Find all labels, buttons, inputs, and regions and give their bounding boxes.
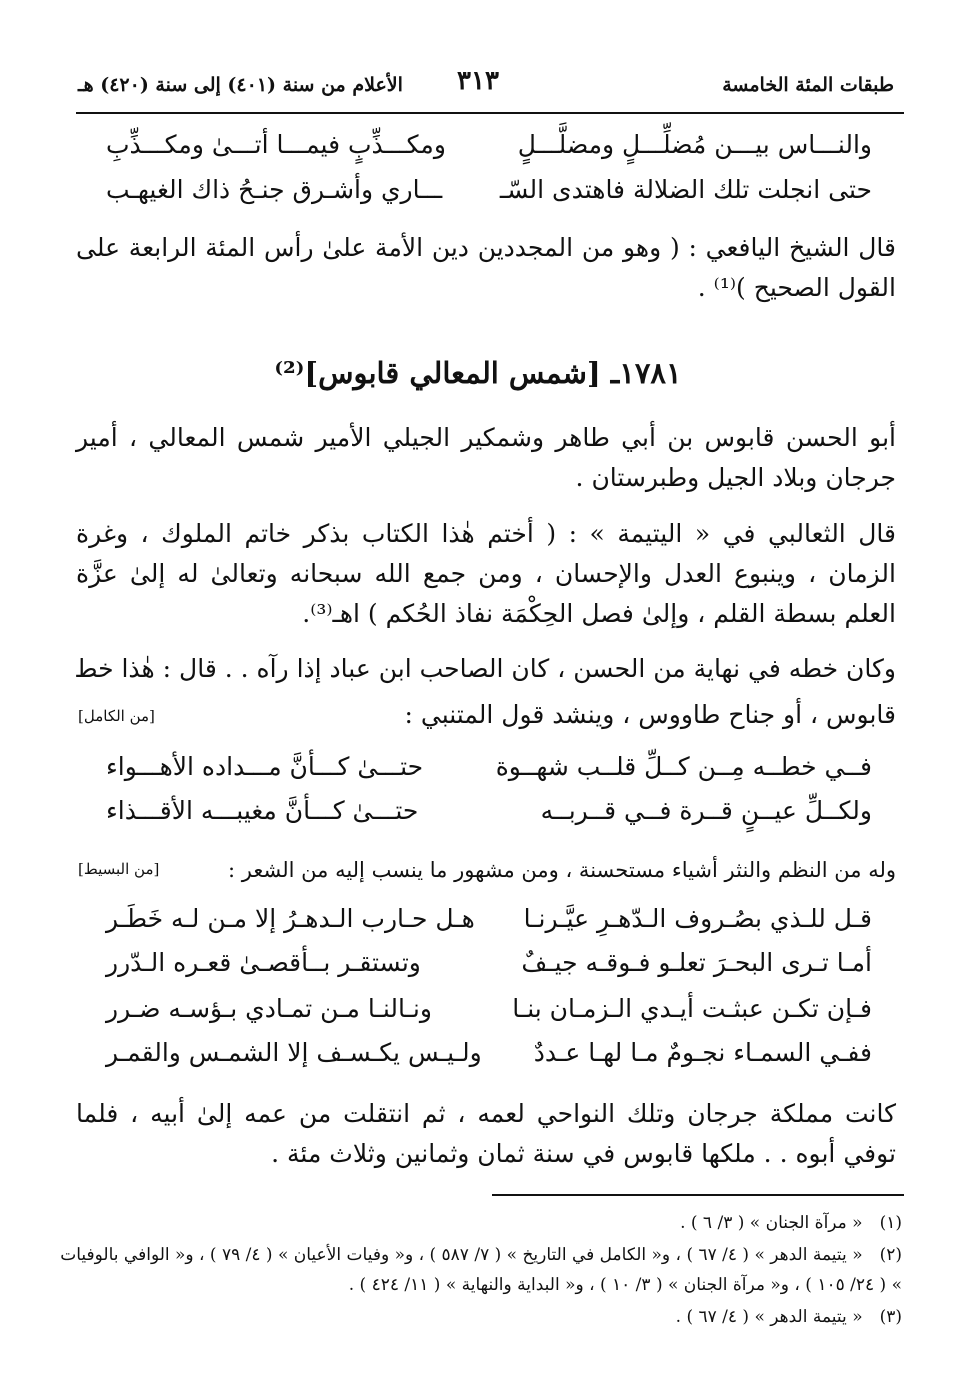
verse-hemistich: وتستقـر بــأقصـىٰ قعـره الـدّرر (106, 948, 421, 977)
verse-hemistich: فــي خطــه مِــن كــلِّ قلــب شهــوة (495, 752, 872, 781)
verse-hemistich: أمـا تـرى البحـرَ تعلـو فـوقـه جيـفٌ (521, 948, 872, 977)
footnote (60, 1208, 902, 1238)
running-header-years: الأعلام من سنة (٤٠١) إلى سنة (٤٢٠) هـ (78, 74, 403, 96)
handwriting-line: وكان خطه في نهاية من الحسن ، كان الصاحب ابن عباد إذا رآه . . قال : هٰذا خط (74, 654, 896, 683)
header-rule (76, 112, 904, 114)
yafii-quote-paragraph: قال الشيخ اليافعي : ( وهو من المجددين دين الأمة علىٰ رأس المئة الرابعة على القول الصحيح )⁽¹⁾ . (76, 233, 896, 302)
footnote-number: (٣) (879, 1307, 902, 1327)
page-number: ٣١٣ (457, 66, 499, 96)
footnote-text: « يتيمة الدهر » ( ٤/ ٦٧ ) ، و« الكامل في التاريخ » ( ٧/ ٥٨٧ ) ، و« وفيات الأعيان » ( ٤/ ٧٩ ) ، و« الوافي بالوفيات » ( ٢٤/ ١٠٥ ) ، و« مرآة الجنان » ( ٣/ ١٠ ) ، و« البداية والنهاية » ( ١١/ ٤٢٤ ) . (60, 1245, 902, 1295)
footnote-rule (492, 1194, 904, 1196)
verse-hemistich: حتـــىٰ كـــأنَّ مـــداده الأهـــواء (106, 752, 424, 781)
footnote-text: « مرآة الجنان » ( ٣/ ٦ ) . (680, 1213, 863, 1233)
verse-hemistich: ونـالنـا مـن تمـادي بـؤسـه ضـرر (106, 994, 432, 1023)
verse-hemistich: والنـــاس بيـــن مُضلِّـــلٍ ومضلَّـــلٍ (517, 130, 872, 159)
verse-hemistich: ومكـــذِّبٍ فيمـــا أتـــىٰ ومكـــذِّبِ (106, 130, 446, 159)
poetry-intro-line: وله من النظم والنثر أشياء مستحسنة ، ومن مشهور ما ينسب إليه من الشعر : (228, 858, 896, 882)
meter-label-basit: [من البسيط] (78, 860, 160, 878)
entry-title: ١٧٨١ـ [شمس المعالي قابوس]⁽²⁾ (274, 356, 682, 390)
footnote-text: « يتيمة الدهر » ( ٤/ ٦٧ ) . (675, 1307, 863, 1327)
handwriting-line: قابوس ، أو جناح طاووس ، وينشد قول المتنبي : (404, 700, 896, 729)
footnote-number: (٢) (879, 1245, 902, 1265)
verse-hemistich: ففـي السمـاء نجـومٌ مـا لهـا عـددٌ (533, 1038, 872, 1067)
thaalibi-quote-paragraph: قال الثعالبي في « اليتيمة » : ( أختم هٰذا الكتاب بذكر خاتم الملوك ، وغرة الزمان ، وينبوع العدل والإحسان ، ومن جمع الله سبحانه وتعالىٰ له إلىٰ عزَّة العلم بسطة القلم ، وإلىٰ فصل الحِكْمَة نفاذ الحُكم ) اهـ⁽³⁾. (76, 519, 896, 628)
verse-hemistich: ـــاري وأشـرق جنـحُ ذاك الغيهـب (106, 175, 443, 204)
footnote (60, 1302, 902, 1332)
verse-hemistich: ولـيـس يكـسـف إلا الشمـس والقمـر (106, 1038, 482, 1067)
verse-hemistich: حتى انجلت تلك الضلالة فاهتدى السّـ (499, 175, 872, 204)
closing-paragraph: كانت مملكة جرجان وتلك النواحي لعمه ، ثم انتقلت من عمه إلىٰ أبيه ، فلما توفي أبوه . . ملكها قابوس في سنة ثمان وثمانين وثلاث مئة . (76, 1099, 896, 1168)
verse-hemistich: فـإن تكـن عبثـت أيـدي الـزمـان بنـا (512, 994, 872, 1023)
verse-hemistich: حتـــىٰ كـــأنَّ مغيبـــه الأقـــذاء (106, 796, 419, 825)
verse-hemistich: قـل للـذي بصُـروف الـدّهـرِ عيَّـرنـا (523, 904, 872, 933)
entry-intro-paragraph: أبو الحسن قابوس بن أبي طاهر وشمكير الجيلي الأمير شمس المعالي ، أمير جرجان وبلاد الجيل وطبرستان . (76, 423, 896, 492)
running-header-section: طبقات المئة الخامسة (722, 74, 894, 96)
verse-hemistich: ولكــلِّ عيــنٍ قــرة فــي قــربــه (540, 796, 872, 825)
footnote (60, 1240, 902, 1300)
meter-label-kamil: [من الكامل] (78, 707, 155, 725)
footnote-number: (١) (879, 1213, 902, 1233)
verse-hemistich: هـل حـارب الـدهـرُ إلا مـن لـه خَطَـر (106, 904, 475, 933)
